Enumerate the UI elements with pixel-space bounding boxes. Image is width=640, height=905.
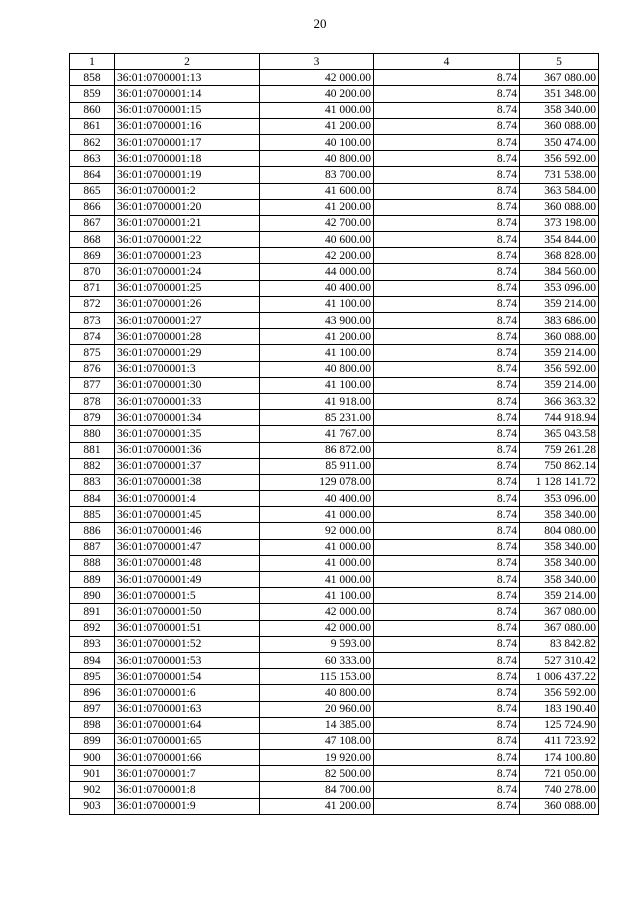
value-cell: 183 190.40 xyxy=(520,701,599,717)
value-cell: 174 100.80 xyxy=(520,750,599,766)
row-number-cell: 864 xyxy=(70,167,115,183)
rate-cell: 8.74 xyxy=(374,118,520,134)
rate-cell: 8.74 xyxy=(374,539,520,555)
cadastral-number-cell: 36:01:0700001:51 xyxy=(115,620,260,636)
area-cell: 42 000.00 xyxy=(260,620,374,636)
cadastral-number-cell: 36:01:0700001:64 xyxy=(115,717,260,733)
row-number-cell: 858 xyxy=(70,70,115,86)
area-cell: 41 000.00 xyxy=(260,539,374,555)
value-cell: 368 828.00 xyxy=(520,248,599,264)
value-cell: 373 198.00 xyxy=(520,215,599,231)
cadastral-number-cell: 36:01:0700001:45 xyxy=(115,507,260,523)
area-cell: 40 400.00 xyxy=(260,491,374,507)
area-cell: 129 078.00 xyxy=(260,474,374,490)
rate-cell: 8.74 xyxy=(374,361,520,377)
area-cell: 60 333.00 xyxy=(260,652,374,668)
area-cell: 92 000.00 xyxy=(260,523,374,539)
cadastral-number-cell: 36:01:0700001:53 xyxy=(115,652,260,668)
table-row xyxy=(70,199,599,215)
table-body xyxy=(70,70,599,815)
rate-cell: 8.74 xyxy=(374,572,520,588)
value-cell: 367 080.00 xyxy=(520,70,599,86)
rate-cell: 8.74 xyxy=(374,685,520,701)
value-cell: 731 538.00 xyxy=(520,167,599,183)
cadastral-number-cell: 36:01:0700001:26 xyxy=(115,296,260,312)
rate-cell: 8.74 xyxy=(374,86,520,102)
table-row xyxy=(70,248,599,264)
rate-cell: 8.74 xyxy=(374,733,520,749)
rate-cell: 8.74 xyxy=(374,313,520,329)
value-cell: 359 214.00 xyxy=(520,588,599,604)
row-number-cell: 871 xyxy=(70,280,115,296)
table-row xyxy=(70,717,599,733)
row-number-cell: 873 xyxy=(70,313,115,329)
cadastral-number-cell: 36:01:0700001:14 xyxy=(115,86,260,102)
row-number-cell: 883 xyxy=(70,474,115,490)
table-row xyxy=(70,313,599,329)
row-number-cell: 872 xyxy=(70,296,115,312)
area-cell: 9 593.00 xyxy=(260,636,374,652)
value-cell: 353 096.00 xyxy=(520,280,599,296)
row-number-cell: 861 xyxy=(70,118,115,134)
area-cell: 40 800.00 xyxy=(260,361,374,377)
table-row xyxy=(70,733,599,749)
area-cell: 40 800.00 xyxy=(260,151,374,167)
area-cell: 86 872.00 xyxy=(260,442,374,458)
cadastral-number-cell: 36:01:0700001:6 xyxy=(115,685,260,701)
table-row xyxy=(70,345,599,361)
row-number-cell: 898 xyxy=(70,717,115,733)
cadastral-number-cell: 36:01:0700001:24 xyxy=(115,264,260,280)
column-header-2: 2 xyxy=(115,54,260,70)
value-cell: 358 340.00 xyxy=(520,102,599,118)
area-cell: 41 200.00 xyxy=(260,199,374,215)
rate-cell: 8.74 xyxy=(374,442,520,458)
value-cell: 351 348.00 xyxy=(520,86,599,102)
row-number-cell: 895 xyxy=(70,669,115,685)
row-number-cell: 878 xyxy=(70,393,115,409)
value-cell: 359 214.00 xyxy=(520,377,599,393)
row-number-cell: 876 xyxy=(70,361,115,377)
value-cell: 759 261.28 xyxy=(520,442,599,458)
row-number-cell: 863 xyxy=(70,151,115,167)
cadastral-number-cell: 36:01:0700001:49 xyxy=(115,572,260,588)
area-cell: 41 200.00 xyxy=(260,118,374,134)
row-number-cell: 894 xyxy=(70,652,115,668)
value-cell: 744 918.94 xyxy=(520,410,599,426)
area-cell: 41 600.00 xyxy=(260,183,374,199)
area-cell: 41 000.00 xyxy=(260,507,374,523)
table-row xyxy=(70,555,599,571)
value-cell: 384 560.00 xyxy=(520,264,599,280)
rate-cell: 8.74 xyxy=(374,782,520,798)
area-cell: 41 000.00 xyxy=(260,555,374,571)
table-row xyxy=(70,636,599,652)
row-number-cell: 880 xyxy=(70,426,115,442)
cadastral-number-cell: 36:01:0700001:47 xyxy=(115,539,260,555)
area-cell: 42 000.00 xyxy=(260,70,374,86)
cadastral-number-cell: 36:01:0700001:13 xyxy=(115,70,260,86)
cadastral-number-cell: 36:01:0700001:65 xyxy=(115,733,260,749)
cadastral-number-cell: 36:01:0700001:35 xyxy=(115,426,260,442)
cadastral-number-cell: 36:01:0700001:46 xyxy=(115,523,260,539)
table-row xyxy=(70,442,599,458)
table-row xyxy=(70,118,599,134)
column-header-5: 5 xyxy=(520,54,599,70)
row-number-cell: 887 xyxy=(70,539,115,555)
value-cell: 363 584.00 xyxy=(520,183,599,199)
area-cell: 85 911.00 xyxy=(260,458,374,474)
area-cell: 42 200.00 xyxy=(260,248,374,264)
area-cell: 40 200.00 xyxy=(260,86,374,102)
table-row xyxy=(70,458,599,474)
value-cell: 358 340.00 xyxy=(520,572,599,588)
row-number-cell: 867 xyxy=(70,215,115,231)
table-row xyxy=(70,102,599,118)
rate-cell: 8.74 xyxy=(374,523,520,539)
row-number-cell: 889 xyxy=(70,572,115,588)
rate-cell: 8.74 xyxy=(374,474,520,490)
table-row xyxy=(70,70,599,86)
header-row xyxy=(70,54,599,70)
table-header xyxy=(70,54,599,70)
rate-cell: 8.74 xyxy=(374,329,520,345)
table-row xyxy=(70,620,599,636)
value-cell: 366 363.32 xyxy=(520,393,599,409)
value-cell: 358 340.00 xyxy=(520,507,599,523)
row-number-cell: 893 xyxy=(70,636,115,652)
cadastral-number-cell: 36:01:0700001:54 xyxy=(115,669,260,685)
cadastral-number-cell: 36:01:0700001:8 xyxy=(115,782,260,798)
rate-cell: 8.74 xyxy=(374,215,520,231)
area-cell: 44 000.00 xyxy=(260,264,374,280)
value-cell: 83 842.82 xyxy=(520,636,599,652)
rate-cell: 8.74 xyxy=(374,410,520,426)
table-row xyxy=(70,361,599,377)
row-number-cell: 891 xyxy=(70,604,115,620)
table-row xyxy=(70,782,599,798)
value-cell: 350 474.00 xyxy=(520,134,599,150)
value-cell: 359 214.00 xyxy=(520,296,599,312)
value-cell: 1 006 437.22 xyxy=(520,669,599,685)
cadastral-number-cell: 36:01:0700001:17 xyxy=(115,134,260,150)
rate-cell: 8.74 xyxy=(374,507,520,523)
cadastral-number-cell: 36:01:0700001:36 xyxy=(115,442,260,458)
row-number-cell: 902 xyxy=(70,782,115,798)
table-row xyxy=(70,507,599,523)
cadastral-number-cell: 36:01:0700001:21 xyxy=(115,215,260,231)
rate-cell: 8.74 xyxy=(374,377,520,393)
value-cell: 356 592.00 xyxy=(520,151,599,167)
row-number-cell: 892 xyxy=(70,620,115,636)
rate-cell: 8.74 xyxy=(374,167,520,183)
value-cell: 750 862.14 xyxy=(520,458,599,474)
value-cell: 360 088.00 xyxy=(520,118,599,134)
cadastral-number-cell: 36:01:0700001:27 xyxy=(115,313,260,329)
cadastral-number-cell: 36:01:0700001:23 xyxy=(115,248,260,264)
value-cell: 411 723.92 xyxy=(520,733,599,749)
cadastral-number-cell: 36:01:0700001:9 xyxy=(115,798,260,814)
rate-cell: 8.74 xyxy=(374,652,520,668)
table-row xyxy=(70,296,599,312)
rate-cell: 8.74 xyxy=(374,232,520,248)
cadastral-number-cell: 36:01:0700001:29 xyxy=(115,345,260,361)
table-row xyxy=(70,701,599,717)
table-row xyxy=(70,410,599,426)
table-row xyxy=(70,669,599,685)
row-number-cell: 877 xyxy=(70,377,115,393)
rate-cell: 8.74 xyxy=(374,183,520,199)
rate-cell: 8.74 xyxy=(374,717,520,733)
cadastral-number-cell: 36:01:0700001:3 xyxy=(115,361,260,377)
cadastral-number-cell: 36:01:0700001:50 xyxy=(115,604,260,620)
row-number-cell: 900 xyxy=(70,750,115,766)
cadastral-number-cell: 36:01:0700001:63 xyxy=(115,701,260,717)
rate-cell: 8.74 xyxy=(374,296,520,312)
row-number-cell: 868 xyxy=(70,232,115,248)
area-cell: 41 200.00 xyxy=(260,329,374,345)
row-number-cell: 888 xyxy=(70,555,115,571)
rate-cell: 8.74 xyxy=(374,604,520,620)
area-cell: 41 100.00 xyxy=(260,345,374,361)
table-row xyxy=(70,232,599,248)
row-number-cell: 886 xyxy=(70,523,115,539)
area-cell: 83 700.00 xyxy=(260,167,374,183)
area-cell: 43 900.00 xyxy=(260,313,374,329)
row-number-cell: 859 xyxy=(70,86,115,102)
cadastral-number-cell: 36:01:0700001:28 xyxy=(115,329,260,345)
area-cell: 84 700.00 xyxy=(260,782,374,798)
value-cell: 367 080.00 xyxy=(520,620,599,636)
table-row xyxy=(70,329,599,345)
row-number-cell: 897 xyxy=(70,701,115,717)
area-cell: 41 100.00 xyxy=(260,296,374,312)
row-number-cell: 882 xyxy=(70,458,115,474)
table-row xyxy=(70,474,599,490)
area-cell: 40 100.00 xyxy=(260,134,374,150)
rate-cell: 8.74 xyxy=(374,669,520,685)
cadastral-number-cell: 36:01:0700001:15 xyxy=(115,102,260,118)
row-number-cell: 874 xyxy=(70,329,115,345)
cadastral-number-cell: 36:01:0700001:5 xyxy=(115,588,260,604)
value-cell: 353 096.00 xyxy=(520,491,599,507)
cadastral-number-cell: 36:01:0700001:30 xyxy=(115,377,260,393)
value-cell: 360 088.00 xyxy=(520,798,599,814)
rate-cell: 8.74 xyxy=(374,798,520,814)
rate-cell: 8.74 xyxy=(374,345,520,361)
area-cell: 115 153.00 xyxy=(260,669,374,685)
table-row xyxy=(70,86,599,102)
column-header-3: 3 xyxy=(260,54,374,70)
rate-cell: 8.74 xyxy=(374,620,520,636)
rate-cell: 8.74 xyxy=(374,491,520,507)
area-cell: 85 231.00 xyxy=(260,410,374,426)
row-number-cell: 879 xyxy=(70,410,115,426)
area-cell: 41 767.00 xyxy=(260,426,374,442)
cadastral-number-cell: 36:01:0700001:4 xyxy=(115,491,260,507)
rate-cell: 8.74 xyxy=(374,70,520,86)
table-row xyxy=(70,264,599,280)
row-number-cell: 862 xyxy=(70,134,115,150)
row-number-cell: 865 xyxy=(70,183,115,199)
table-row xyxy=(70,685,599,701)
area-cell: 14 385.00 xyxy=(260,717,374,733)
value-cell: 358 340.00 xyxy=(520,555,599,571)
table-row xyxy=(70,134,599,150)
table-row xyxy=(70,588,599,604)
area-cell: 40 600.00 xyxy=(260,232,374,248)
row-number-cell: 881 xyxy=(70,442,115,458)
table-row xyxy=(70,572,599,588)
rate-cell: 8.74 xyxy=(374,102,520,118)
rate-cell: 8.74 xyxy=(374,458,520,474)
row-number-cell: 896 xyxy=(70,685,115,701)
table-row xyxy=(70,151,599,167)
value-cell: 383 686.00 xyxy=(520,313,599,329)
table-row xyxy=(70,539,599,555)
value-cell: 359 214.00 xyxy=(520,345,599,361)
row-number-cell: 899 xyxy=(70,733,115,749)
rate-cell: 8.74 xyxy=(374,280,520,296)
cadastral-number-cell: 36:01:0700001:48 xyxy=(115,555,260,571)
rate-cell: 8.74 xyxy=(374,199,520,215)
area-cell: 40 400.00 xyxy=(260,280,374,296)
value-cell: 360 088.00 xyxy=(520,329,599,345)
rate-cell: 8.74 xyxy=(374,393,520,409)
area-cell: 41 000.00 xyxy=(260,102,374,118)
area-cell: 42 700.00 xyxy=(260,215,374,231)
value-cell: 740 278.00 xyxy=(520,782,599,798)
area-cell: 82 500.00 xyxy=(260,766,374,782)
area-cell: 40 800.00 xyxy=(260,685,374,701)
value-cell: 360 088.00 xyxy=(520,199,599,215)
area-cell: 41 000.00 xyxy=(260,572,374,588)
row-number-cell: 866 xyxy=(70,199,115,215)
row-number-cell: 901 xyxy=(70,766,115,782)
table-row xyxy=(70,604,599,620)
table-row xyxy=(70,167,599,183)
cadastral-number-cell: 36:01:0700001:34 xyxy=(115,410,260,426)
cadastral-number-cell: 36:01:0700001:25 xyxy=(115,280,260,296)
column-header-4: 4 xyxy=(374,54,520,70)
column-header-1: 1 xyxy=(70,54,115,70)
table-row xyxy=(70,750,599,766)
value-cell: 804 080.00 xyxy=(520,523,599,539)
table-row xyxy=(70,798,599,814)
table-row xyxy=(70,523,599,539)
cadastral-number-cell: 36:01:0700001:2 xyxy=(115,183,260,199)
area-cell: 19 920.00 xyxy=(260,750,374,766)
area-cell: 41 200.00 xyxy=(260,798,374,814)
value-cell: 358 340.00 xyxy=(520,539,599,555)
cadastral-number-cell: 36:01:0700001:19 xyxy=(115,167,260,183)
area-cell: 41 918.00 xyxy=(260,393,374,409)
rate-cell: 8.74 xyxy=(374,588,520,604)
rate-cell: 8.74 xyxy=(374,134,520,150)
value-cell: 721 050.00 xyxy=(520,766,599,782)
cadastral-value-table xyxy=(69,53,599,815)
rate-cell: 8.74 xyxy=(374,766,520,782)
value-cell: 1 128 141.72 xyxy=(520,474,599,490)
row-number-cell: 875 xyxy=(70,345,115,361)
table-row xyxy=(70,280,599,296)
value-cell: 356 592.00 xyxy=(520,685,599,701)
cadastral-number-cell: 36:01:0700001:38 xyxy=(115,474,260,490)
table-row xyxy=(70,766,599,782)
value-cell: 527 310.42 xyxy=(520,652,599,668)
cadastral-number-cell: 36:01:0700001:52 xyxy=(115,636,260,652)
area-cell: 41 100.00 xyxy=(260,377,374,393)
table-row xyxy=(70,393,599,409)
row-number-cell: 870 xyxy=(70,264,115,280)
cadastral-number-cell: 36:01:0700001:37 xyxy=(115,458,260,474)
row-number-cell: 885 xyxy=(70,507,115,523)
row-number-cell: 869 xyxy=(70,248,115,264)
table-row xyxy=(70,183,599,199)
table-row xyxy=(70,426,599,442)
cadastral-number-cell: 36:01:0700001:7 xyxy=(115,766,260,782)
rate-cell: 8.74 xyxy=(374,701,520,717)
rate-cell: 8.74 xyxy=(374,750,520,766)
value-cell: 356 592.00 xyxy=(520,361,599,377)
table-row xyxy=(70,491,599,507)
page-number: 20 xyxy=(313,16,327,31)
value-cell: 354 844.00 xyxy=(520,232,599,248)
rate-cell: 8.74 xyxy=(374,426,520,442)
table-row xyxy=(70,215,599,231)
row-number-cell: 903 xyxy=(70,798,115,814)
cadastral-number-cell: 36:01:0700001:18 xyxy=(115,151,260,167)
cadastral-number-cell: 36:01:0700001:33 xyxy=(115,393,260,409)
cadastral-number-cell: 36:01:0700001:20 xyxy=(115,199,260,215)
area-cell: 20 960.00 xyxy=(260,701,374,717)
rate-cell: 8.74 xyxy=(374,248,520,264)
rate-cell: 8.74 xyxy=(374,636,520,652)
table-row xyxy=(70,377,599,393)
area-cell: 41 100.00 xyxy=(260,588,374,604)
value-cell: 365 043.58 xyxy=(520,426,599,442)
area-cell: 47 108.00 xyxy=(260,733,374,749)
value-cell: 125 724.90 xyxy=(520,717,599,733)
row-number-cell: 884 xyxy=(70,491,115,507)
cadastral-number-cell: 36:01:0700001:22 xyxy=(115,232,260,248)
row-number-cell: 890 xyxy=(70,588,115,604)
cadastral-number-cell: 36:01:0700001:16 xyxy=(115,118,260,134)
cadastral-number-cell: 36:01:0700001:66 xyxy=(115,750,260,766)
rate-cell: 8.74 xyxy=(374,264,520,280)
rate-cell: 8.74 xyxy=(374,151,520,167)
table-row xyxy=(70,652,599,668)
row-number-cell: 860 xyxy=(70,102,115,118)
area-cell: 42 000.00 xyxy=(260,604,374,620)
rate-cell: 8.74 xyxy=(374,555,520,571)
value-cell: 367 080.00 xyxy=(520,604,599,620)
